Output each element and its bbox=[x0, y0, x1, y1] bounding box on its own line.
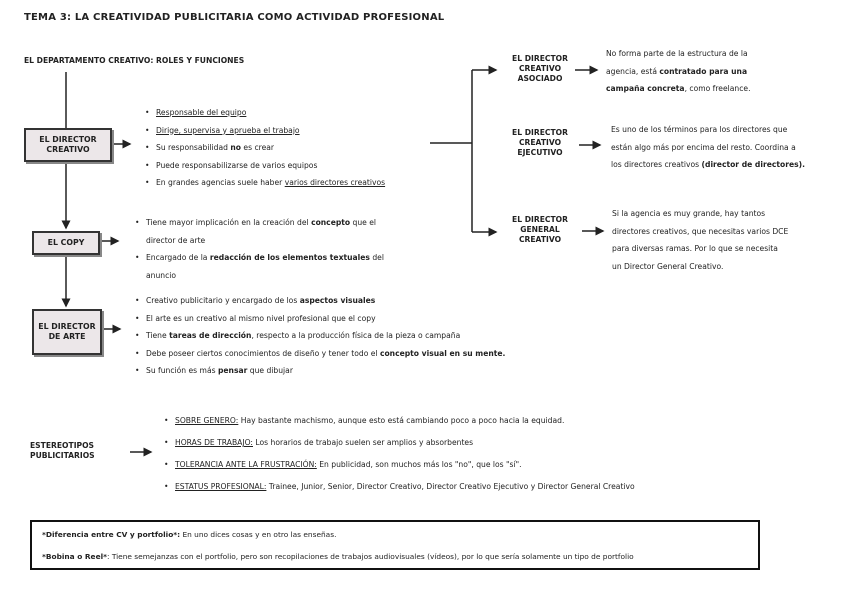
box-director-arte: EL DIRECTOR DE ARTE bbox=[32, 309, 102, 355]
list-item: • Tiene tareas de dirección, respecto a la producción física de la pieza o campaña bbox=[133, 327, 505, 345]
list-item: • Dirige, supervisa y aprueba el trabajo bbox=[143, 122, 385, 140]
list-item: • HORAS DE TRABAJO: Los horarios de trabajo suelen ser amplios y absorbentes bbox=[162, 432, 635, 454]
list-item: • Su función es más pensar que dibujar bbox=[133, 362, 505, 380]
desc-director-ejecutivo: Es uno de los términos para los directores que están algo más por encima del resto. Coordina a los directores creativos (director de directores). bbox=[611, 125, 805, 169]
label-director-asociado: EL DIRECTOR CREATIVO ASOCIADO bbox=[512, 54, 568, 83]
note-box bbox=[30, 520, 760, 570]
list-item-continuation: anuncio bbox=[146, 270, 177, 280]
list-item: • Encargado de la redacción de los elementos textuales del bbox=[133, 249, 384, 267]
list-copy bbox=[133, 214, 384, 284]
label-estereotipos: ESTEREOTIPOS PUBLICITARIOS bbox=[30, 441, 95, 460]
list-item: • ESTATUS PROFESIONAL: Trainee, Junior, Senior, Director Creativo, Director Creativo Ejecutivo y Director General Creativo bbox=[162, 476, 635, 498]
list-item: • El arte es un creativo al mismo nivel profesional que el copy bbox=[133, 310, 505, 328]
list-item: • Puede responsabilizarse de varios equipos bbox=[143, 157, 385, 175]
list-item-continuation: director de arte bbox=[146, 235, 206, 245]
list-item: • Su responsabilidad no es crear bbox=[143, 139, 385, 157]
list-item: • Responsable del equipo bbox=[143, 104, 385, 122]
desc-director-general: Si la agencia es muy grande, hay tantos directores creativos, que necesitas varios DCE para diversas ramas. Por lo que se necesita un Director General Creativo. bbox=[612, 209, 789, 271]
desc-director-asociado: No forma parte de la estructura de la agencia, está contratado para una campaña concreta, como freelance. bbox=[606, 49, 751, 93]
section-heading: EL DEPARTAMENTO CREATIVO: ROLES Y FUNCIONES bbox=[24, 56, 245, 65]
list-item: • Debe poseer ciertos conocimientos de diseño y tener todo el concepto visual en su mente. bbox=[133, 345, 505, 363]
box-copy: EL COPY bbox=[32, 231, 100, 255]
page-title: TEMA 3: LA CREATIVIDAD PUBLICITARIA COMO ACTIVIDAD PROFESIONAL bbox=[24, 12, 445, 23]
label-director-ejecutivo: EL DIRECTOR CREATIVO EJECUTIVO bbox=[512, 128, 568, 157]
list-estereotipos bbox=[162, 410, 635, 498]
list-item: • TOLERANCIA ANTE LA FRUSTRACIÓN: En publicidad, son muchos más los "no", que los "sí". bbox=[162, 454, 635, 476]
list-item: • SOBRE GENERO: Hay bastante machismo, aunque esto está cambiando poco a poco hacia la equidad. bbox=[162, 410, 635, 432]
list-director-creativo bbox=[143, 104, 385, 192]
label-director-general: EL DIRECTOR GENERAL CREATIVO bbox=[512, 215, 568, 244]
note-line-reel: *Bobina o Reel*: Tiene semejanzas con el portfolio, pero son recopilaciones de trabajos audiovisuales (vídeos), por lo que sería solamente un tipo de portfolio bbox=[42, 552, 634, 561]
note-line-cv: *Diferencia entre CV y portfolio*: En uno dices cosas y en otro las enseñas. bbox=[42, 530, 337, 539]
list-director-arte bbox=[133, 292, 505, 380]
box-director-creativo: EL DIRECTOR CREATIVO bbox=[24, 128, 112, 162]
list-item: • Tiene mayor implicación en la creación del concepto que el bbox=[133, 214, 384, 232]
list-item: • Creativo publicitario y encargado de los aspectos visuales bbox=[133, 292, 505, 310]
list-item: • En grandes agencias suele haber varios directores creativos bbox=[143, 174, 385, 192]
